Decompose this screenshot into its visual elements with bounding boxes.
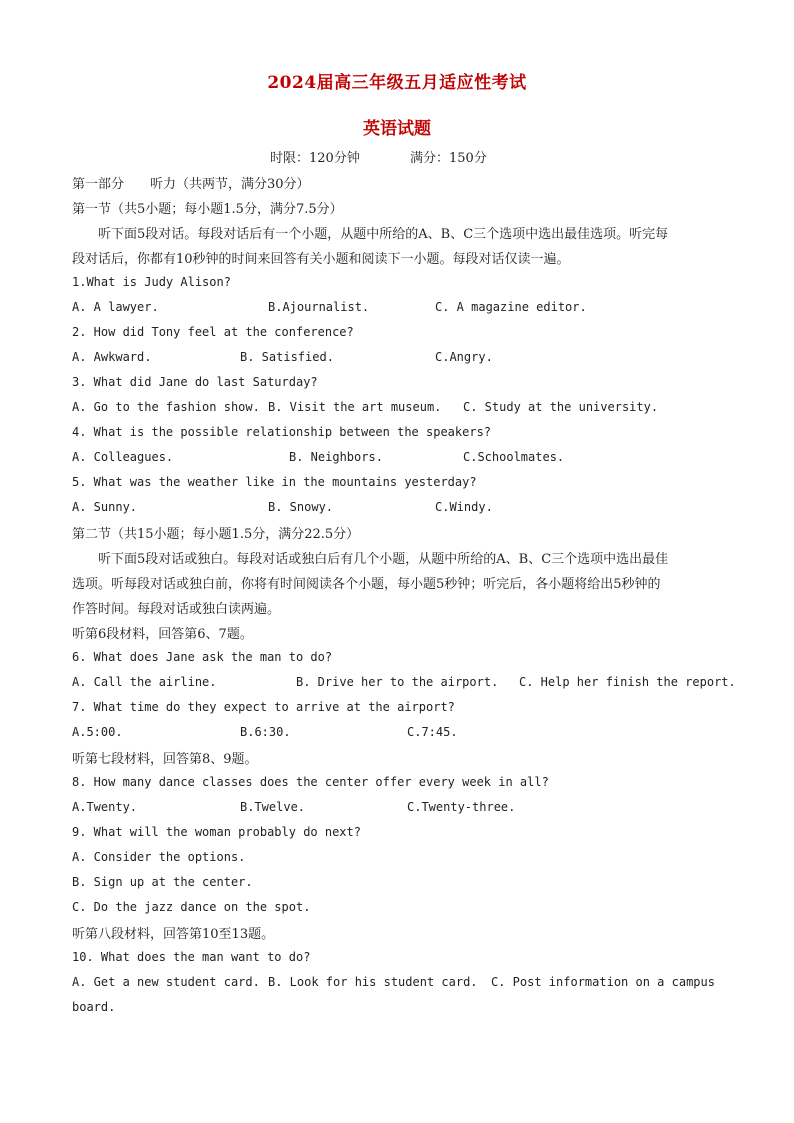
question-2: 2. How did Tony feel at the conference? xyxy=(72,325,354,339)
q8-option-c: C.Twenty-three. xyxy=(407,800,516,814)
q9-option-c: C. Do the jazz dance on the spot. xyxy=(72,900,311,914)
q6-option-a: A. Call the airline. xyxy=(72,675,217,689)
section1-instructions-line2: 段对话后，你都有10秒钟的时间来回答有关小题和阅读下一小题。每段对话仅读一遍。 xyxy=(72,252,570,267)
q6-option-b: B. Drive her to the airport. xyxy=(296,675,499,689)
q4-option-a: A. Colleagues. xyxy=(72,450,174,464)
q8-option-b: B.Twelve. xyxy=(240,800,306,814)
q8-option-a: A.Twenty. xyxy=(72,800,138,814)
q2-option-c: C.Angry. xyxy=(435,350,493,364)
exam-title: 2024届高三年级五月适应性考试 xyxy=(267,73,527,93)
q10-option-a: A. Get a new student card. xyxy=(72,975,260,989)
question-8: 8. How many dance classes does the center offer every week in all? xyxy=(72,775,549,789)
question-6: 6. What does Jane ask the man to do? xyxy=(72,650,333,664)
q1-option-a: A. A lawyer. xyxy=(72,300,159,314)
q1-option-b: B.Ajournalist. xyxy=(268,300,370,314)
q2-option-a: A. Awkward. xyxy=(72,350,152,364)
q10-option-c: C. Post information on a campus xyxy=(491,975,715,989)
part1-heading: 第一部分 听力（共两节，满分30分） xyxy=(72,177,310,192)
section1-instructions-line1: 听下面5段对话。每段对话后有一个小题，从题中所给的A、B、C三个选项中选出最佳选项。听完每 xyxy=(98,227,669,242)
q4-option-c: C.Schoolmates. xyxy=(463,450,565,464)
question-3: 3. What did Jane do last Saturday? xyxy=(72,375,318,389)
q5-option-b: B. Snowy. xyxy=(268,500,334,514)
q9-option-b: B. Sign up at the center. xyxy=(72,875,253,889)
q7-option-a: A.5:00. xyxy=(72,725,123,739)
full-score: 满分：150分 xyxy=(410,151,487,166)
material-7-heading: 听第七段材料，回答第8、9题。 xyxy=(72,752,258,767)
question-9: 9. What will the woman probably do next? xyxy=(72,825,361,839)
q5-option-a: A. Sunny. xyxy=(72,500,138,514)
q7-option-b: B.6:30. xyxy=(240,725,291,739)
q7-option-c: C.7:45. xyxy=(407,725,458,739)
q6-option-c: C. Help her finish the report. xyxy=(519,675,736,689)
exam-subtitle: 英语试题 xyxy=(363,119,431,139)
material-8-heading: 听第八段材料，回答第10至13题。 xyxy=(72,927,275,942)
material-6-heading: 听第6段材料，回答第6、7题。 xyxy=(72,627,253,642)
question-1: 1.What is Judy Alison? xyxy=(72,275,231,289)
q4-option-b: B. Neighbors. xyxy=(289,450,383,464)
q1-option-c: C. A magazine editor. xyxy=(435,300,587,314)
time-limit: 时限：120分钟 xyxy=(270,151,360,166)
q10-option-b: B. Look for his student card. xyxy=(268,975,478,989)
q2-option-b: B. Satisfied. xyxy=(240,350,334,364)
q3-option-c: C. Study at the university. xyxy=(463,400,659,414)
section2-instructions-line1: 听下面5段对话或独白。每段对话或独白后有几个小题，从题中所给的A、B、C三个选项中选出最佳 xyxy=(98,552,669,567)
question-4: 4. What is the possible relationship between the speakers? xyxy=(72,425,492,439)
question-7: 7. What time do they expect to arrive at the airport? xyxy=(72,700,455,714)
section2-instructions-line2: 选项。听每段对话或独白前，你将有时间阅读各个小题，每小题5秒钟；听完后，各小题将给出5秒钟的 xyxy=(72,577,661,592)
q9-option-a: A. Consider the options. xyxy=(72,850,246,864)
q3-option-a: A. Go to the fashion show. xyxy=(72,400,260,414)
q5-option-c: C.Windy. xyxy=(435,500,493,514)
question-10: 10. What does the man want to do? xyxy=(72,950,311,964)
question-5: 5. What was the weather like in the mountains yesterday? xyxy=(72,475,477,489)
section2-heading: 第二节（共15小题；每小题1.5分，满分22.5分） xyxy=(72,527,360,542)
q10-option-c-continued: board. xyxy=(72,1000,116,1014)
section1-heading: 第一节（共5小题；每小题1.5分，满分7.5分） xyxy=(72,202,343,217)
q3-option-b: B. Visit the art museum. xyxy=(268,400,442,414)
section2-instructions-line3: 作答时间。每段对话或独白读两遍。 xyxy=(72,602,281,617)
